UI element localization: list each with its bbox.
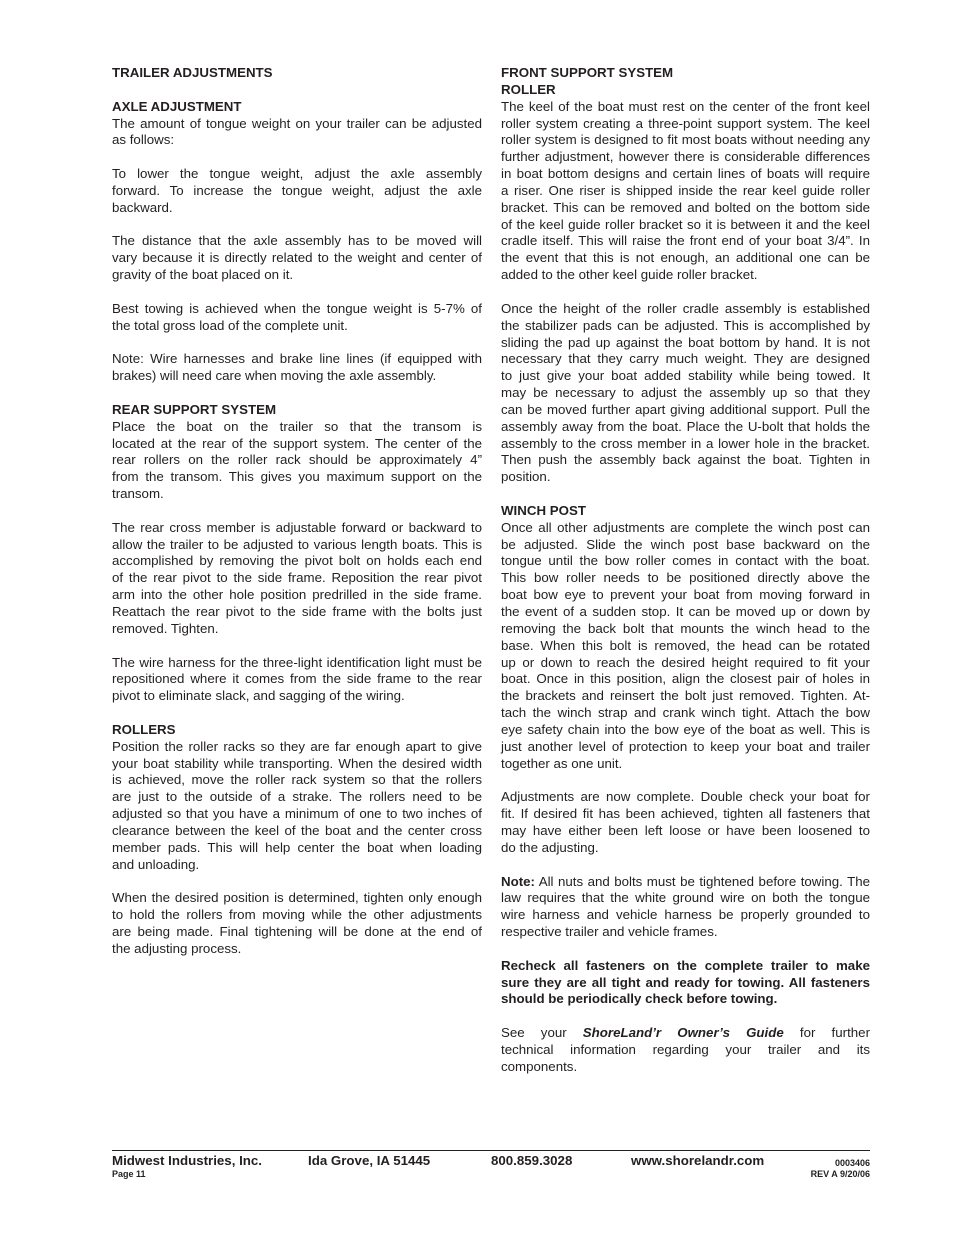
text-line: should be periodically check before towing. bbox=[501, 991, 778, 1007]
text-line: position. bbox=[501, 469, 551, 485]
page-footer bbox=[112, 1150, 870, 1179]
text-line: The keel of the boat must rest on the center of the front keel bbox=[501, 98, 870, 114]
text-line: Adjustments are now complete. Double check your boat for bbox=[501, 789, 870, 805]
text-line: can be moved further apart giving additional support. Pull the bbox=[501, 401, 870, 417]
text-line: are being made. Final tightening will be done at the end of bbox=[112, 924, 482, 940]
text-line: rear rollers on the roller rack should be approximately 4” bbox=[112, 452, 482, 468]
footer-page-number: Page 11 bbox=[112, 1169, 146, 1179]
text-line: are just to the outside of a strake. The rollers need to be bbox=[112, 789, 482, 805]
rollers-heading: ROLLERS bbox=[112, 721, 176, 737]
text-line: Note: Wire harnesses and brake line lines (if equipped with bbox=[112, 351, 482, 367]
text-line: accomplished by removing the pivot bolt on holds each end bbox=[112, 553, 482, 569]
text-line: clearance between the keel of the boat and the center cross bbox=[112, 822, 482, 838]
front-paragraph-2 bbox=[501, 301, 870, 486]
text-line: and unloading. bbox=[112, 856, 200, 872]
text-line: roller system creating a three-point support system. The keel bbox=[501, 115, 870, 131]
text-line: law requires that the white ground wire on both the tongue bbox=[501, 890, 870, 906]
footer-website: www.shorelandr.com bbox=[631, 1153, 765, 1168]
axle-note-paragraph bbox=[112, 351, 482, 385]
text-line: a riser. One riser is shipped inside the rear keel guide roller bbox=[501, 182, 870, 198]
axle-paragraph-1 bbox=[112, 116, 482, 150]
text-line: to hold the rollers from moving while the other adjustments bbox=[112, 907, 482, 923]
text-line: respective trailer and vehicle frames. bbox=[501, 924, 718, 940]
text-line: is achieved, move the roller rack system so that the rollers bbox=[112, 772, 482, 788]
text-line: Once the height of the roller cradle assembly is established bbox=[501, 300, 870, 316]
text-line: Once all other adjustments are complete the winch post can bbox=[501, 519, 870, 535]
text-line: sure they are all tight and ready for towing. All fasteners bbox=[501, 974, 870, 990]
text-line: assembly away from the boat. Place the U-bolt that holds the bbox=[501, 418, 870, 434]
text-line: do the adjusting. bbox=[501, 839, 599, 855]
see-guide-post: for further bbox=[783, 1025, 870, 1041]
text-line: repositioned where it comes from the side frame to the rear bbox=[112, 671, 482, 687]
footer-doc-number: 0003406 bbox=[834, 1158, 870, 1168]
axle-paragraph-2 bbox=[112, 166, 482, 217]
text-line: The rear cross member is adjustable forward or backward to bbox=[112, 519, 482, 535]
text-line: tach the winch strap and crank winch tight. Attach the bow bbox=[501, 705, 870, 721]
text-line: arm into the other hole position predrilled in the side frame. bbox=[112, 587, 482, 603]
note-label: Note: bbox=[501, 873, 535, 889]
text-line: eye safety chain into the bow eye of the boat as well. This is bbox=[501, 721, 870, 737]
left-column bbox=[112, 65, 482, 975]
winch-paragraph-1 bbox=[501, 520, 870, 773]
text-line: boat bow eye to prevent your boat from moving forward in bbox=[501, 587, 870, 603]
recheck-paragraph bbox=[501, 958, 870, 1009]
rear-support-heading: REAR SUPPORT SYSTEM bbox=[112, 401, 277, 417]
text-line: of the rear pivot to the side frame. Reposition the rear pivot bbox=[112, 570, 482, 586]
owners-guide-title: ShoreLand’r Owner’s Guide bbox=[582, 1025, 784, 1041]
text-line: located at the rear of the support system. The center of the bbox=[112, 435, 482, 451]
footer-company: Midwest Industries, Inc. bbox=[112, 1153, 262, 1168]
see-guide-pre: See your bbox=[501, 1025, 583, 1041]
text-line: allow the trailer to be adjusted to various length boats. This is bbox=[112, 536, 482, 552]
text-line: assembly to the cross member in a lower hole in the bracket. bbox=[501, 435, 870, 451]
right-column bbox=[501, 65, 870, 1092]
text-line: backward. bbox=[112, 199, 173, 215]
text-line: To lower the tongue weight, adjust the axle assembly bbox=[112, 166, 482, 182]
text-line: from the transom. This gives you maximum support on the bbox=[112, 469, 482, 485]
text-line: sliding the pad up against the boat bottom by hand. It is not bbox=[501, 334, 870, 350]
footer-revision: REV A 9/20/06 bbox=[810, 1169, 870, 1179]
text-line: in boat bottom designs and certain lines of boats will require bbox=[501, 166, 870, 182]
text-line: your boat stability while transporting. When the desired width bbox=[112, 755, 482, 771]
text-line: The distance that the axle assembly has to be moved will bbox=[112, 233, 482, 249]
text-line: roller system is designed to fit most boats without needing any bbox=[501, 132, 870, 148]
text-line: of the keel guide roller bracket so it is between it and the keel bbox=[501, 216, 870, 232]
text-line: gravity of the boat placed on it. bbox=[112, 267, 294, 283]
front-support-heading: FRONT SUPPORT SYSTEM bbox=[501, 65, 674, 80]
text-line: The wire harness for the three-light identification light must be bbox=[112, 654, 482, 670]
text-line: to just give your boat added stability while being towed. It bbox=[501, 368, 870, 384]
text-line: boat. Once in this position, align the closest pair of holes in bbox=[501, 671, 870, 687]
note-rest-lines bbox=[501, 890, 870, 941]
text-line: together as one unit. bbox=[501, 755, 623, 771]
text-line: brakes) will need care when moving the axle assembly. bbox=[112, 368, 437, 384]
see-guide-first-line bbox=[501, 1025, 870, 1042]
text-line: forward. To increase the tongue weight, adjust the axle bbox=[112, 182, 482, 198]
text-line: tongue until the bow roller comes in contact with the boat. bbox=[501, 553, 870, 569]
text-line: technical information regarding your trailer and its bbox=[501, 1041, 870, 1057]
text-line: cradle itself. This will raise the front end of your boat 3/4”. In bbox=[501, 233, 870, 249]
text-line: The amount of tongue weight on your trailer can be adjusted bbox=[112, 115, 482, 131]
document-title: TRAILER ADJUSTMENTS bbox=[112, 65, 273, 80]
text-line: Place the boat on the trailer so that the transom is bbox=[112, 418, 482, 434]
rollers-paragraph-1 bbox=[112, 739, 482, 874]
text-line: the adjusting process. bbox=[112, 940, 242, 956]
text-line: transom. bbox=[112, 486, 164, 502]
note-first-line bbox=[501, 874, 870, 891]
footer-phone: 800.859.3028 bbox=[491, 1153, 573, 1168]
text-line: just another level of protection to keep your boat and trailer bbox=[501, 738, 870, 754]
text-line: the event of a sudden stop. It can be moved up or down by bbox=[501, 604, 870, 619]
text-line: may have either been left loose or have been loosened to bbox=[501, 822, 870, 838]
text-line: further adjustment, however there is considerable differences bbox=[501, 149, 870, 165]
footer-city: Ida Grove, IA 51445 bbox=[308, 1153, 431, 1168]
text-line: the total gross load of the complete unit. bbox=[112, 317, 348, 333]
axle-paragraph-3 bbox=[112, 233, 482, 284]
text-line: the stabilizer pads can be adjusted. This is accomplished by bbox=[501, 317, 870, 333]
note-first-text: All nuts and bolts must be tightened before towing. The bbox=[534, 873, 870, 889]
text-line: the brackets and reinsert the bolt just removed. Tighten. At- bbox=[501, 688, 870, 704]
text-line: member pads. This will help center the boat when loading bbox=[112, 839, 482, 855]
rear-paragraph-1 bbox=[112, 419, 482, 503]
axle-adjustment-heading: AXLE ADJUSTMENT bbox=[112, 98, 242, 114]
note-paragraph bbox=[501, 874, 870, 941]
text-line: removing the back bolt that mounts the winch head to the bbox=[501, 620, 870, 636]
text-line: Reattach the rear pivot to the side frame with the bolts just bbox=[112, 604, 482, 619]
text-line: up or down to reach the desired height required to fit your bbox=[501, 654, 870, 670]
text-line: added to the other keel guide roller bracket. bbox=[501, 267, 758, 283]
winch-post-heading: WINCH POST bbox=[501, 502, 586, 518]
text-line: Position the roller racks so they are far enough apart to give bbox=[112, 738, 482, 754]
see-guide-paragraph bbox=[501, 1025, 870, 1076]
rear-paragraph-2 bbox=[112, 520, 482, 638]
text-line: Best towing is achieved when the tongue weight is 5-7% of bbox=[112, 300, 482, 316]
roller-subheading: ROLLER bbox=[501, 81, 556, 97]
text-line: may be necessary to adjust the assembly up so that they bbox=[501, 385, 870, 401]
text-line: vary because it is directly related to the weight and center of bbox=[112, 250, 482, 266]
text-line: pivot to eliminate slack, and sagging of the wiring. bbox=[112, 688, 405, 704]
text-line: adjusted so that you have a minimum of one to two inches of bbox=[112, 806, 482, 822]
rollers-paragraph-2 bbox=[112, 890, 482, 957]
text-line: the event that this is not enough, an additional one can be bbox=[501, 250, 870, 266]
text-line: fit. If desired fit has been achieved, tighten all fasteners that bbox=[501, 806, 870, 822]
text-line: wire harness and vehicle harness be properly grounded to bbox=[501, 907, 870, 923]
text-line: This bow roller needs to be positioned directly above the bbox=[501, 570, 870, 586]
text-line: components. bbox=[501, 1058, 578, 1074]
text-line: as follows: bbox=[112, 132, 175, 148]
completion-paragraph bbox=[501, 789, 870, 856]
text-line: necessary that they carry much weight. They are designed bbox=[501, 351, 870, 367]
text-line: be adjusted. Slide the winch post base backward on the bbox=[501, 536, 870, 552]
see-guide-rest-lines bbox=[501, 1042, 870, 1076]
text-line: When the desired position is determined, tighten only enough bbox=[112, 890, 482, 906]
text-line: removed. Tighten. bbox=[112, 620, 219, 636]
text-line: bracket. This can be removed and bolted on the bottom side bbox=[501, 199, 870, 215]
text-line: base. When this bolt is removed, the head can be rotated bbox=[501, 637, 870, 653]
axle-paragraph-4 bbox=[112, 301, 482, 335]
rear-paragraph-3 bbox=[112, 655, 482, 706]
text-line: Then push the assembly back against the boat. Tighten in bbox=[501, 452, 870, 468]
front-paragraph-1 bbox=[501, 99, 870, 284]
text-line: Recheck all fasteners on the complete trailer to make bbox=[501, 957, 870, 973]
